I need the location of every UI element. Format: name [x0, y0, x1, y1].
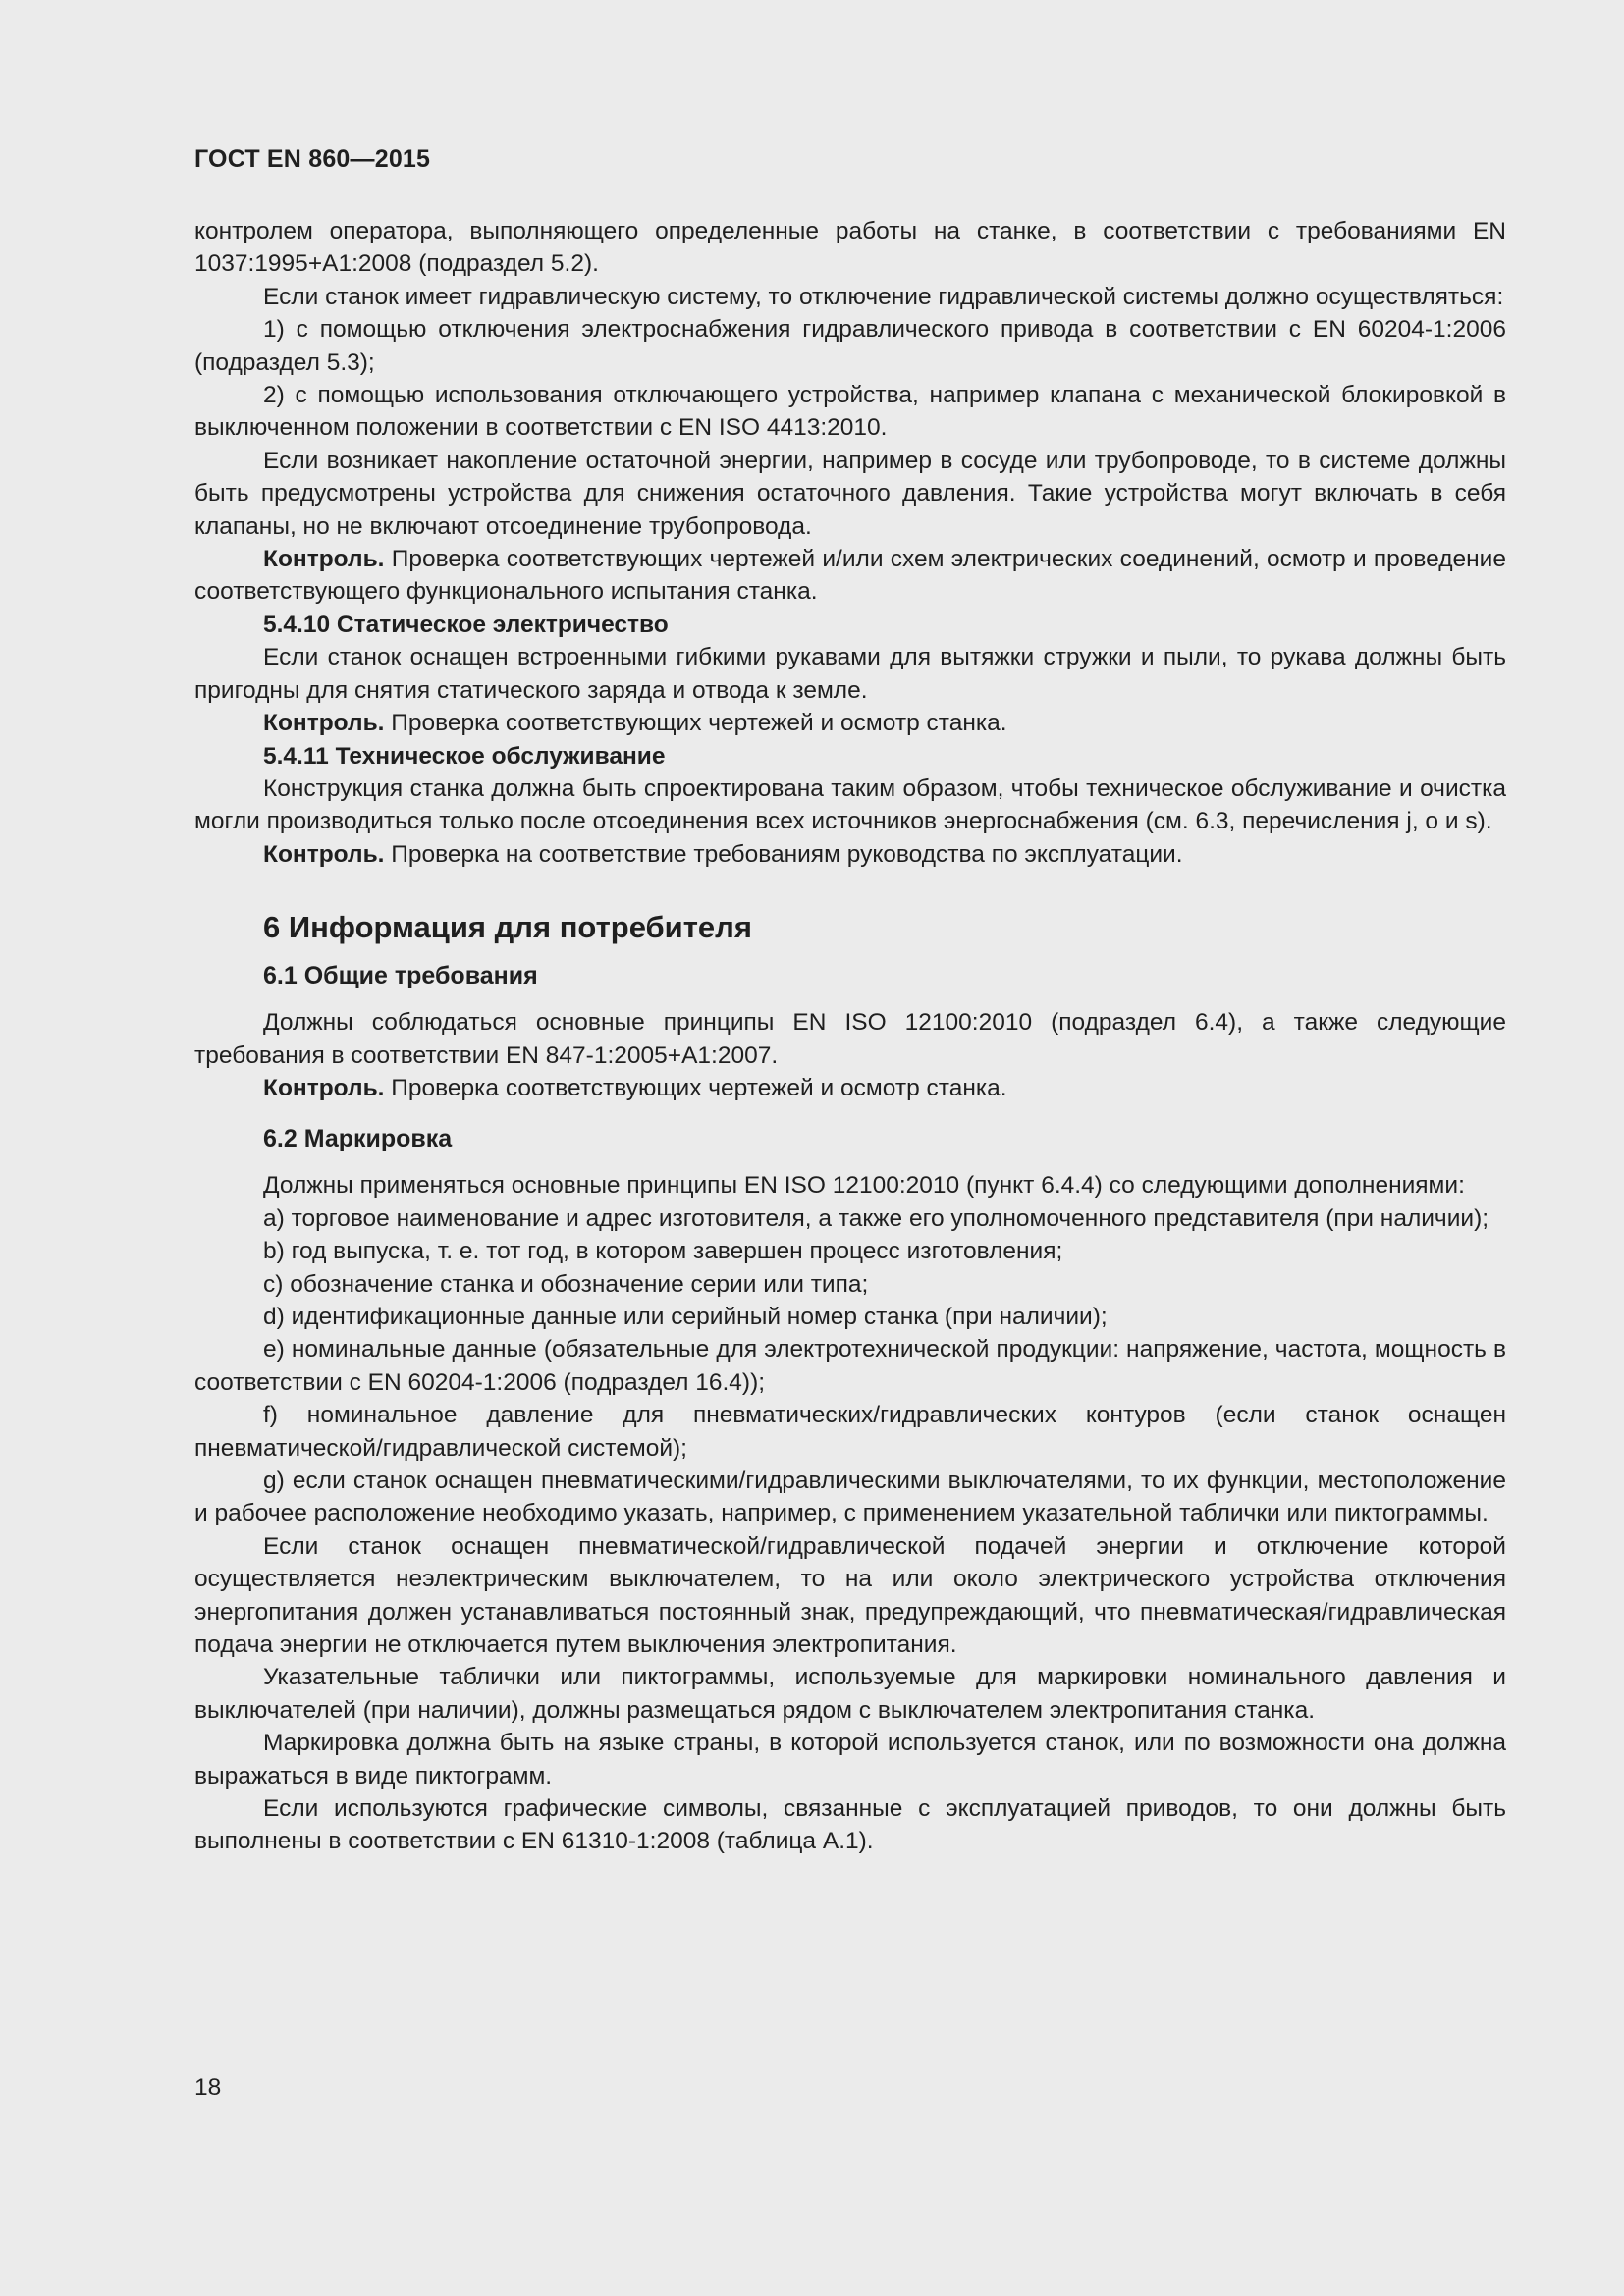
- list-item: d) идентификационные данные или серийный номер станка (при наличии);: [263, 1303, 1108, 1330]
- paragraph: Должны применяться основные принципы EN ISO 12100:2010 (пункт 6.4.4) со следующими дополнениями:: [263, 1172, 1465, 1200]
- subsection-heading: 6.2 Маркировка: [263, 1125, 453, 1153]
- paragraph: Если станок имеет гидравлическую систему, то отключение гидравлической системы должно осуществляться:: [263, 283, 1504, 310]
- control-paragraph: [194, 707, 1506, 739]
- list-item: e) номинальные данные (обязательные для электротехнической продукции: напряжение, частота, мощность в соответствии с EN 60204-1:2006 (подраздел 16.4));: [194, 1336, 1506, 1396]
- paragraph: Если станок оснащен встроенными гибкими рукавами для вытяжки стружки и пыли, то рукава должны быть пригодны для снятия статического заряда и отвода к земле.: [194, 644, 1506, 704]
- document-page: [194, 145, 1506, 1858]
- list-item: b) год выпуска, т. е. тот год, в котором завершен процесс изготовления;: [263, 1238, 1063, 1265]
- paragraph: контролем оператора, выполняющего определенные работы на станке, в соответствии с требованиями EN 1037:1995+A1:2008 (подраздел 5.2).: [194, 218, 1506, 278]
- control-text: Проверка соответствующих чертежей и осмотр станка.: [384, 1074, 1007, 1101]
- document-header: ГОСТ EN 860—2015: [194, 145, 431, 173]
- page-number: 18: [194, 2074, 222, 2101]
- list-item: c) обозначение станка и обозначение серии или типа;: [263, 1270, 869, 1298]
- control-label: Контроль.: [263, 1074, 385, 1101]
- paragraph: Указательные таблички или пиктограммы, используемые для маркировки номинального давления и выключателей (при наличии), должны размещаться рядом с выключателем электропитания станка.: [194, 1664, 1506, 1724]
- control-label: Контроль.: [263, 546, 385, 573]
- control-paragraph: [194, 543, 1506, 609]
- subsection-heading: 5.4.10 Статическое электричество: [263, 611, 669, 638]
- list-item: 1) с помощью отключения электроснабжения гидравлического привода в соответствии с EN 60204-1:2006 (подраздел 5.3);: [194, 316, 1506, 376]
- control-paragraph: [194, 838, 1506, 871]
- list-item: 2) с помощью использования отключающего устройства, например клапана с механической блокировкой в выключенном положении в соответствии с EN ISO 4413:2010.: [194, 382, 1506, 442]
- subsection-heading: 5.4.11 Техническое обслуживание: [263, 742, 666, 770]
- control-label: Контроль.: [263, 840, 385, 868]
- control-paragraph: [194, 1072, 1506, 1104]
- paragraph: Маркировка должна быть на языке страны, в которой используется станок, или по возможности она должна выражаться в виде пиктограмм.: [194, 1730, 1506, 1789]
- paragraph: Если станок оснащен пневматической/гидравлической подачей энергии и отключение которой осуществляется неэлектрическим выключателем, то на или около электрического устройства отключения энергопитания должен устанавливаться постоянный знак, предупреждающий, что пневматическая/гидравлическая подача энергии не отключается путем выключения электропитания.: [194, 1532, 1506, 1659]
- control-label: Контроль.: [263, 710, 385, 737]
- list-item: g) если станок оснащен пневматическими/гидравлическими выключателями, то их функции, местоположение и рабочее расположение необходимо указать, например, с применением указательной таблички или пиктограммы.: [194, 1468, 1506, 1527]
- control-text: Проверка соответствующих чертежей и/или схем электрических соединений, осмотр и проведение соответствующего функционального испытания станка.: [194, 546, 1506, 606]
- paragraph: Если используются графические символы, связанные с эксплуатацией приводов, то они должны быть выполнены в соответствии с EN 61310-1:2008 (таблица А.1).: [194, 1795, 1506, 1855]
- paragraph: Должны соблюдаться основные принципы EN ISO 12100:2010 (подраздел 6.4), а также следующие требования в соответствии EN 847-1:2005+A1:2007.: [194, 1009, 1506, 1069]
- paragraph: Если возникает накопление остаточной энергии, например в сосуде или трубопроводе, то в системе должны быть предусмотрены устройства для снижения остаточного давления. Такие устройства могут включать в себя клапаны, но не включают отсоединение трубопровода.: [194, 447, 1506, 540]
- section-heading: 6 Информация для потребителя: [263, 910, 752, 945]
- subsection-heading: 6.1 Общие требования: [263, 962, 538, 990]
- control-text: Проверка соответствующих чертежей и осмотр станка.: [384, 710, 1007, 737]
- list-item: f) номинальное давление для пневматических/гидравлических контуров (если станок оснащен пневматической/гидравлической системой);: [194, 1402, 1506, 1462]
- list-item: a) торговое наименование и адрес изготовителя, а также его уполномоченного представителя (при наличии);: [263, 1204, 1489, 1232]
- paragraph: Конструкция станка должна быть спроектирована таким образом, чтобы техническое обслуживание и очистка могли производиться только после отсоединения всех источников энергоснабжения (см. 6.3, перечисления j, o и s).: [194, 774, 1506, 835]
- control-text: Проверка на соответствие требованиям руководства по эксплуатации.: [384, 840, 1183, 868]
